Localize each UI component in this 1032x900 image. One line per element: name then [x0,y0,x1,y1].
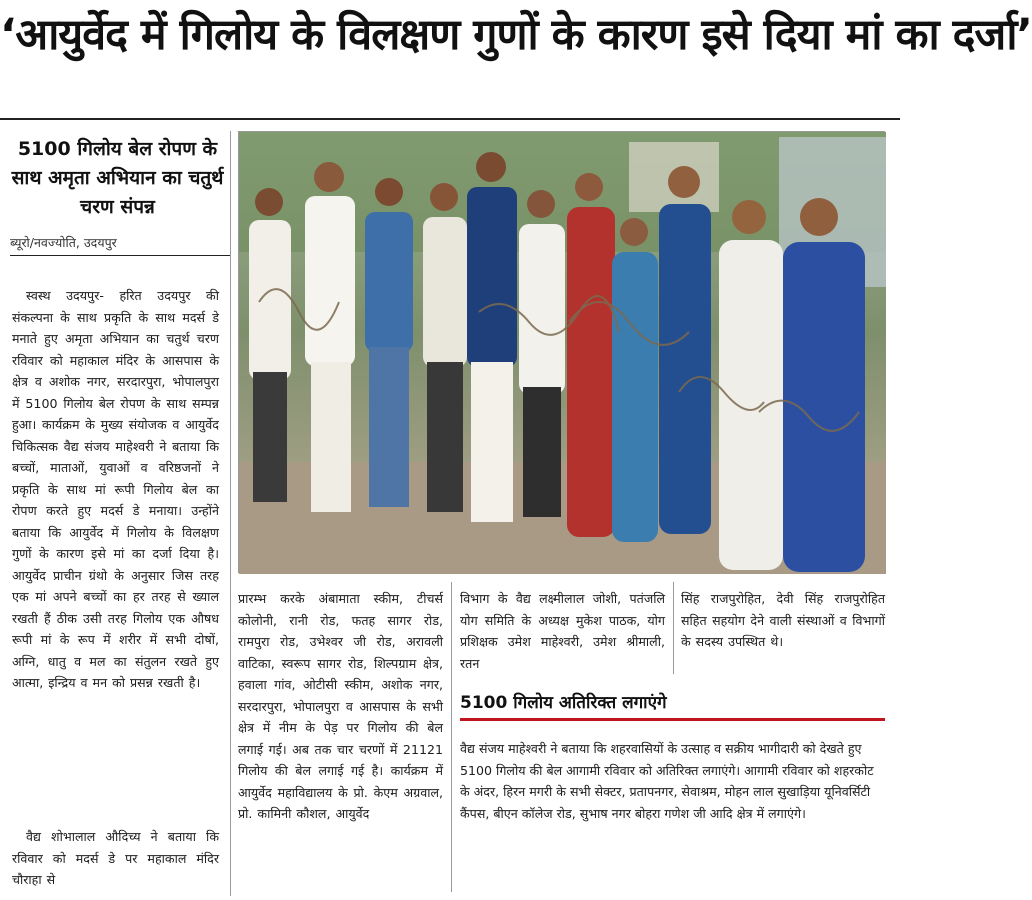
byline: ब्यूरो/नवज्योति, उदयपुर [10,235,117,250]
bottom-article [460,738,885,888]
column-2-text: प्रारम्भ करके अंबामाता स्कीम, टीचर्स कोलोनी, रानी रोड, फतह सागर रोड, रामपुरा रोड, उभेश्वर जी रोड, अरावली वाटिका, स्वरूप सागर रोड, शिल्पग्राम क्षेत्र, हवाला गांव, ओटीसी स्कीम, अशोक नगर, सरदारपुरा, भोपालपुरा व आसपास के सभी क्षेत्र में नीम के पेड़ पर गिलोय की बेल लगाई गई। अब तक चार चरणों में 21121 गिलोय की बेल लगाई गई है। कार्यक्रम में आयुर्वेद महाविद्यालय के प्रो. केएम अग्रवाल, प्रो. कामिनी कौशल, आयुर्वेद [238,591,443,821]
column-4-text: सिंह राजपुरोहित, देवी सिंह राजपुरोहित सहित सहयोग देने वाली संस्थाओं व विभागों के सदस्य उपस्थित थे। [681,591,885,649]
group-photo-image [239,132,886,574]
headline: ‘आयुर्वेद में गिलोय के विलक्षण गुणों के कारण इसे दिया मां का दर्जा’ [0,10,1032,60]
group-photo [238,131,885,573]
subheading: 5100 गिलोय अतिरिक्त लगाएंगे [460,693,667,713]
column-1 [12,285,219,795]
side-heading: 5100 गिलोय बेल रोपण के साथ अमृता अभियान का चतुर्थ चरण संपन्न [11,138,224,218]
headline-divider [0,118,900,120]
column-4 [681,588,885,676]
column-divider-2 [451,582,452,892]
column-3 [460,588,665,676]
column-divider-1 [230,131,231,896]
column-1-continued [12,826,219,890]
column-divider-3 [673,582,674,674]
bottom-article-text: वैद्य संजय माहेश्वरी ने बताया कि शहरवासियों के उत्साह व सक्रीय भागीदारी को देखते हुए 5100 गिलोय की बेल आगामी रविवार को अतिरिक्त लगाएंगे। आगामी रविवार को शहरकोट के अंदर, हिरन मगरी के सभी सेक्टर, प्रतापनगर, सेवाश्रम, मोहन लाल सुखाड़िया यूनिवर्सिटी कैंपस, बीएन कॉलेज रोड, सुभाष नगर बोहरा गणेश जी आदि क्षेत्र में लगाएंगे। [460,741,874,821]
subheading-red-rule [460,718,885,721]
column-1-text-2: वैद्य शोभालाल औदिच्य ने बताया कि रविवार को मदर्स डे पर महाकाल मंदिर चौराहा से [12,829,219,887]
column-2 [238,588,443,893]
byline-divider [10,255,230,256]
column-3-text: विभाग के वैद्य लक्ष्मीलाल जोशी, पतंजलि योग समिति के अध्यक्ष मुकेश पाठक, योग प्रशिक्षक उमेश माहेश्वरी, उमेश श्रीमाली, रतन [460,591,665,671]
column-1-text: स्वस्थ उदयपुर- हरित उदयपुर की संकल्पना के साथ प्रकृति के साथ मदर्स डे मनाते हुए अमृता अभियान का चतुर्थ चरण रविवार को महाकाल मंदिर के आसपास के क्षेत्र व अशोक नगर, सरदारपुरा, भोपालपुरा में 5100 गिलोय बेल रोपण के साथ सम्पन्न हुआ। कार्यक्रम के मुख्य संयोजक व आयुर्वेद चिकित्सक वैद्य संजय माहेश्वरी ने बताया कि बच्चों, माताओं, युवाओं व वरिष्ठजनों ने प्रकृति के साथ मां रूपी गिलोय बेल का रोपण करते हुए मदर्स डे मनाया। उन्होंने बताया कि आयुर्वेद में गिलोय के विलक्षण गुणों के कारण इसे मां का दर्जा दिया है। आयुर्वेद प्राचीन ग्रंथो के अनुसार जिस तरह एक मां अपने बच्चों का हर तरह से ख्याल रखती हैं ठीक उसी तरह गिलोय एक औषध रूपी मां के रूप में शरीर में सभी दोषों, अग्नि, धातु व मल का संतुलन रखते हुए आत्मा, इन्द्रिय व मन को प्रसन्न रखती है। [12,288,219,690]
